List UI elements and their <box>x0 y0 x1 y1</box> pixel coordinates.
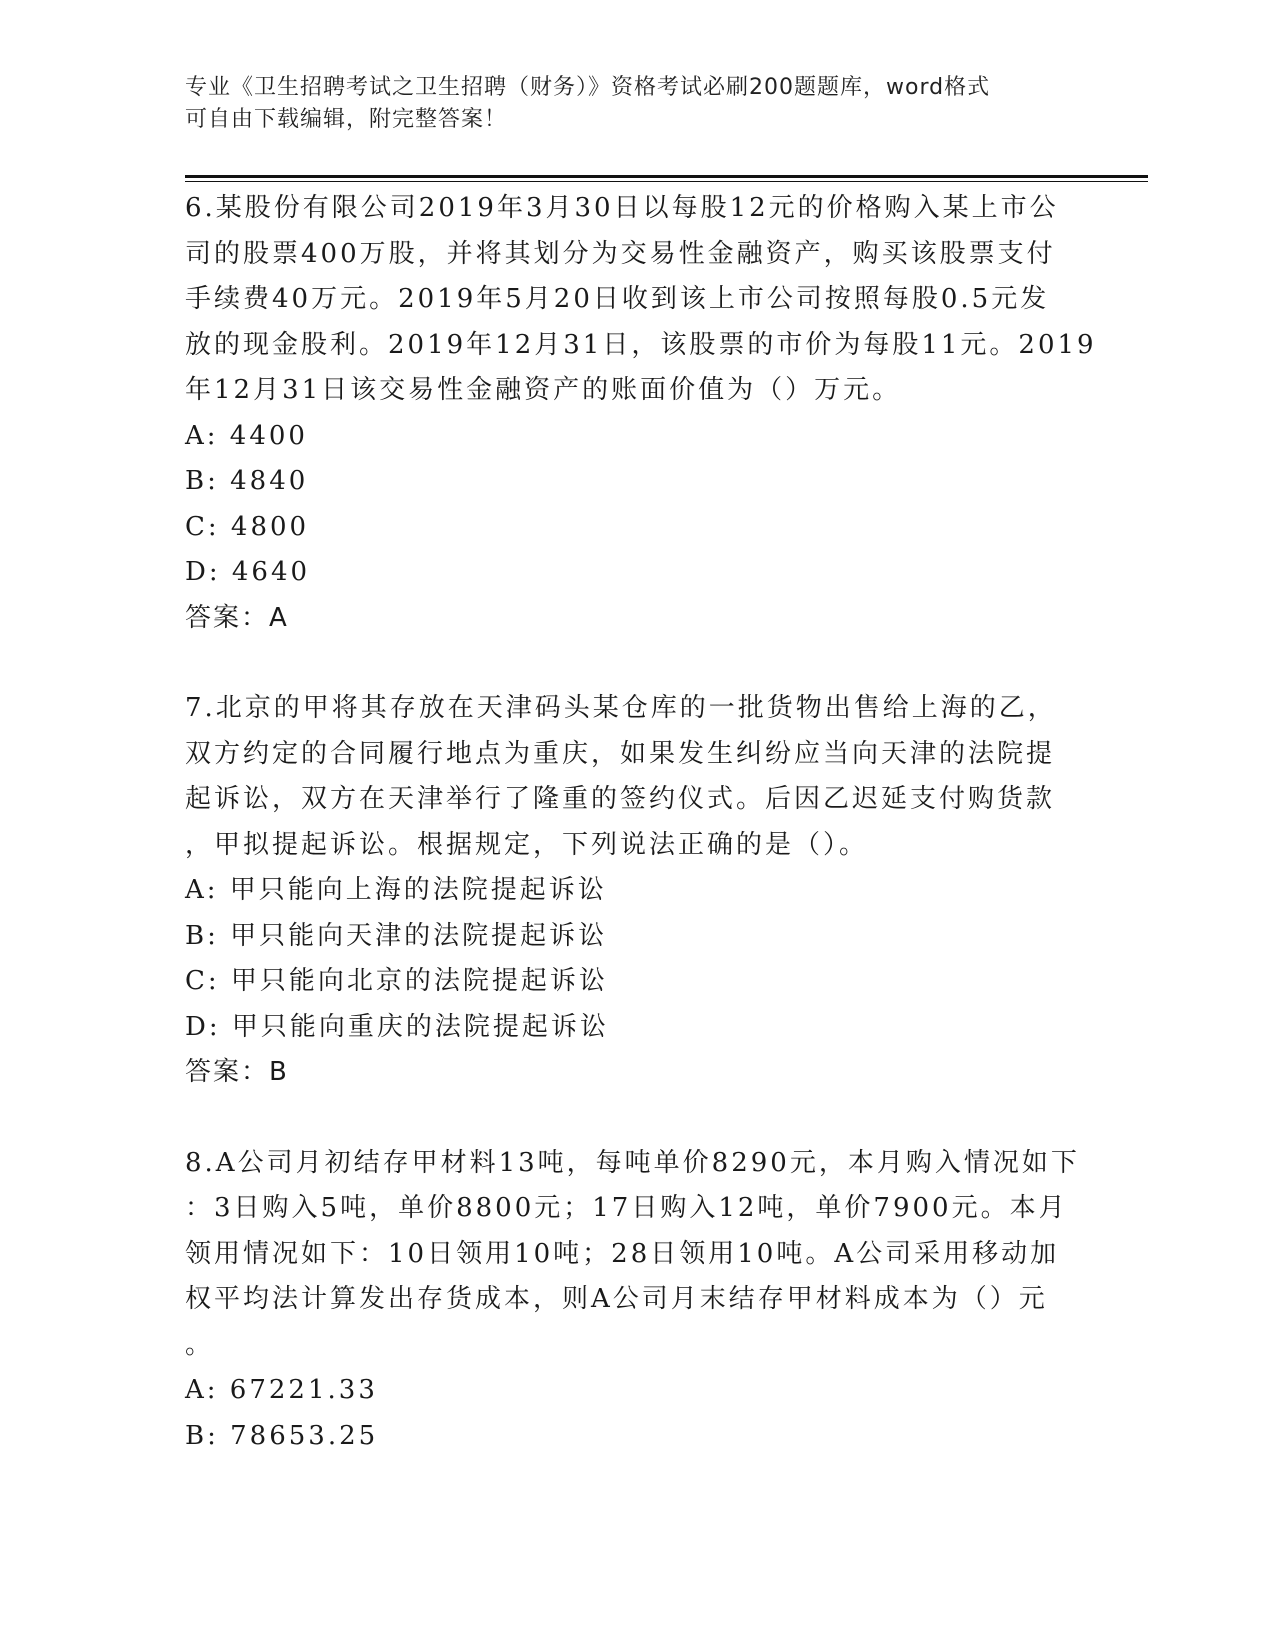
question-6 <box>185 186 1097 641</box>
answer-label: 答案：B <box>185 1057 289 1087</box>
option-d: D: 4640 <box>185 557 311 587</box>
option-d: D: 甲只能向重庆的法院提起诉讼 <box>185 1011 609 1042</box>
question-text-line: 7.北京的甲将其存放在天津码头某仓库的一批货物出售给上海的乙， <box>185 693 1057 723</box>
option-a: A: 67221.33 <box>185 1375 378 1405</box>
question-text-line: 年12月31日该交易性金融资产的账面价值为（）万元。 <box>185 375 902 405</box>
question-text-line: 领用情况如下：10日领用10吨；28日领用10吨。A公司采用移动加 <box>185 1238 1060 1269</box>
question-7 <box>185 686 1085 1096</box>
option-b: B: 78653.25 <box>185 1420 379 1451</box>
question-text-line: 司的股票400万股，并将其划分为交易性金融资产，购买该股票支付 <box>185 238 1056 269</box>
option-b: B: 4840 <box>185 466 309 496</box>
header-line-1: 专业《卫生招聘考试之卫生招聘（财务）》资格考试必刷200题题库，word格式 <box>185 75 991 100</box>
question-spacer <box>185 1096 1085 1141</box>
option-c: C: 4800 <box>185 511 310 542</box>
question-list <box>185 186 1097 1459</box>
page-header <box>185 72 1085 136</box>
question-text-line: 手续费40万元。2019年5月20日收到该上市公司按照每股0.5元发 <box>185 284 1050 314</box>
question-text-line: 。 <box>185 1329 215 1360</box>
question-text-line: 权平均法计算发出存货成本，则A公司月末结存甲材料成本为（）元 <box>185 1284 1048 1314</box>
question-text-line: ：3日购入5吨，单价8800元；17日购入12吨，单价7900元。本月 <box>185 1193 1068 1223</box>
option-a: A: 甲只能向上海的法院提起诉讼 <box>185 875 607 905</box>
question-text-line: 双方约定的合同履行地点为重庆，如果发生纠纷应当向天津的法院提 <box>185 738 1056 769</box>
question-text-line: 起诉讼，双方在天津举行了隆重的签约仪式。后因乙迟延支付购货款 <box>185 784 1056 814</box>
question-8 <box>185 1141 1085 1460</box>
option-a: A: 4400 <box>185 420 308 451</box>
option-b: B: 甲只能向天津的法院提起诉讼 <box>185 920 608 951</box>
question-text-line: 8.A公司月初结存甲材料13吨，每吨单价8290元，本月购入情况如下 <box>185 1147 1080 1178</box>
answer-label: 答案：A <box>185 602 289 633</box>
question-text-line: ，甲拟提起诉讼。根据规定，下列说法正确的是（）。 <box>185 829 869 860</box>
option-c: C: 甲只能向北京的法院提起诉讼 <box>185 966 608 996</box>
header-divider-thin <box>185 181 1148 182</box>
question-text-line: 6.某股份有限公司2019年3月30日以每股12元的价格购入某上市公 <box>185 193 1059 223</box>
question-text-line: 放的现金股利。2019年12月31日，该股票的市价为每股11元。2019 <box>185 329 1097 360</box>
question-spacer <box>185 641 1085 686</box>
header-divider-thick <box>185 175 1148 178</box>
header-line-2: 可自由下载编辑，附完整答案！ <box>185 107 508 132</box>
